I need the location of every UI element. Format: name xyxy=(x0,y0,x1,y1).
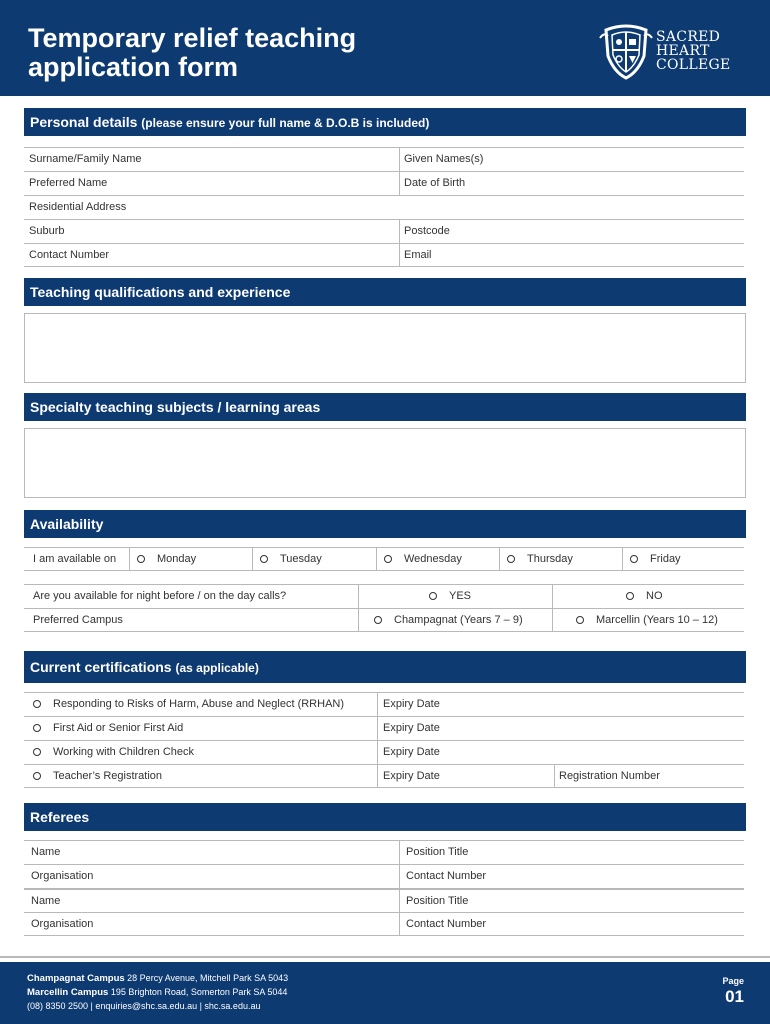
college-logo xyxy=(598,22,738,80)
personal-details-note: (please ensure your full name & D.O.B is included) xyxy=(141,116,430,130)
radio-icon xyxy=(626,592,634,600)
cert-option-rrhan[interactable]: Responding to Risks of Harm, Abuse and Neglect (RRHAN) xyxy=(28,693,378,716)
campus-option-champagnat[interactable]: Champagnat (Years 7 – 9) xyxy=(369,609,549,632)
radio-icon xyxy=(429,592,437,600)
expiry-date-field[interactable]: Expiry Date xyxy=(383,698,440,710)
page-header xyxy=(0,0,770,96)
referee-1-position-field[interactable]: Position Title xyxy=(406,846,469,858)
preferred-name-field[interactable]: Preferred Name xyxy=(29,177,108,189)
campus-2-address: 195 Brighton Road, Somerton Park SA 5044 xyxy=(110,987,288,997)
campus-1-address: 28 Percy Avenue, Mitchell Park SA 5043 xyxy=(127,973,289,983)
page-footer xyxy=(0,962,770,1024)
night-calls-yes-option[interactable]: YES xyxy=(424,585,544,608)
referee-row xyxy=(24,840,744,864)
form-title-line-1: Temporary relief teaching xyxy=(28,23,357,53)
expiry-date-field[interactable]: Expiry Date xyxy=(383,722,440,734)
radio-icon xyxy=(576,616,584,624)
personal-details-title: Personal details xyxy=(30,114,138,130)
qualifications-heading: Teaching qualifications and experience xyxy=(24,278,746,306)
referee-2-contact-field[interactable]: Contact Number xyxy=(406,918,487,930)
cert-option-first-aid[interactable]: First Aid or Senior First Aid xyxy=(28,717,378,740)
form-row xyxy=(24,195,744,219)
footer-divider xyxy=(0,956,770,958)
form-row xyxy=(24,243,744,267)
preferred-campus-label: Preferred Campus xyxy=(33,614,123,626)
referee-1-organisation-field[interactable]: Organisation xyxy=(31,870,94,882)
crest-icon xyxy=(598,22,654,80)
night-calls-no-option[interactable]: NO xyxy=(621,585,741,608)
certification-row xyxy=(24,692,744,716)
radio-icon xyxy=(260,555,268,563)
email-field[interactable]: Email xyxy=(404,249,432,261)
certification-row xyxy=(24,740,744,764)
date-of-birth-field[interactable]: Date of Birth xyxy=(404,177,466,189)
campus-2-name: Marcellin Campus xyxy=(27,987,109,998)
qualifications-textarea[interactable] xyxy=(24,313,746,383)
referee-1-contact-field[interactable]: Contact Number xyxy=(406,870,487,882)
personal-details-heading xyxy=(24,108,746,136)
cert-option-wwcc[interactable]: Working with Children Check xyxy=(28,741,378,764)
form-title-line-2: application form xyxy=(28,52,239,82)
available-on-label: I am available on xyxy=(33,553,117,565)
surname-field[interactable]: Surname/Family Name xyxy=(29,153,142,165)
day-option-tuesday[interactable]: Tuesday xyxy=(255,548,375,571)
cert-option-teacher-registration[interactable]: Teacher’s Registration xyxy=(28,765,378,788)
referee-row xyxy=(24,888,744,912)
night-calls-row xyxy=(24,584,744,608)
page-number: 01 xyxy=(725,987,744,1006)
referee-2-position-field[interactable]: Position Title xyxy=(406,895,469,907)
certifications-title: Current certifications xyxy=(30,659,172,675)
day-option-friday[interactable]: Friday xyxy=(625,548,744,571)
college-name-line-3: COLLEGE xyxy=(656,57,731,73)
radio-icon xyxy=(384,555,392,563)
expiry-date-field[interactable]: Expiry Date xyxy=(383,746,440,758)
referee-row xyxy=(24,864,744,888)
given-names-field[interactable]: Given Names(s) xyxy=(404,153,484,165)
certifications-heading xyxy=(24,651,746,683)
specialty-textarea[interactable] xyxy=(24,428,746,498)
radio-icon xyxy=(374,616,382,624)
college-name-line-1: SACRED xyxy=(656,29,721,45)
suburb-field[interactable]: Suburb xyxy=(29,225,65,237)
specialty-heading: Specialty teaching subjects / learning areas xyxy=(24,393,746,421)
residential-address-field[interactable]: Residential Address xyxy=(29,201,127,213)
registration-number-field[interactable]: Registration Number xyxy=(559,770,660,782)
form-row xyxy=(24,219,744,243)
radio-icon xyxy=(33,700,41,708)
radio-icon xyxy=(137,555,145,563)
preferred-campus-row xyxy=(24,608,744,632)
contact-details: (08) 8350 2500 | enquiries@shc.sa.edu.au | shc.sa.edu.au xyxy=(27,1001,261,1011)
campus-2-line xyxy=(27,986,287,999)
certification-row xyxy=(24,764,744,788)
college-name-line-2: HEART xyxy=(656,43,710,59)
campus-1-name: Champagnat Campus xyxy=(27,973,125,984)
form-title xyxy=(28,24,448,82)
radio-icon xyxy=(507,555,515,563)
referee-1-name-field[interactable]: Name xyxy=(31,846,61,858)
certification-row xyxy=(24,716,744,740)
day-option-monday[interactable]: Monday xyxy=(132,548,252,571)
radio-icon xyxy=(33,724,41,732)
referee-2-name-field[interactable]: Name xyxy=(31,895,61,907)
referee-2-organisation-field[interactable]: Organisation xyxy=(31,918,94,930)
certifications-note: (as applicable) xyxy=(175,661,259,675)
postcode-field[interactable]: Postcode xyxy=(404,225,450,237)
expiry-date-field[interactable]: Expiry Date xyxy=(383,770,440,782)
contact-number-field[interactable]: Contact Number xyxy=(29,249,110,261)
availability-days-row xyxy=(24,547,744,571)
radio-icon xyxy=(33,748,41,756)
campus-1-line xyxy=(27,972,288,985)
availability-heading: Availability xyxy=(24,510,746,538)
radio-icon xyxy=(33,772,41,780)
college-name xyxy=(656,30,731,72)
day-option-wednesday[interactable]: Wednesday xyxy=(379,548,499,571)
page-label: Page xyxy=(722,976,744,986)
form-row xyxy=(24,171,744,195)
campus-option-marcellin[interactable]: Marcellin (Years 10 – 12) xyxy=(571,609,744,632)
referees-heading: Referees xyxy=(24,803,746,831)
form-row xyxy=(24,147,744,171)
night-calls-question: Are you available for night before / on the day calls? xyxy=(33,590,287,602)
day-option-thursday[interactable]: Thursday xyxy=(502,548,622,571)
referee-row xyxy=(24,912,744,936)
radio-icon xyxy=(630,555,638,563)
